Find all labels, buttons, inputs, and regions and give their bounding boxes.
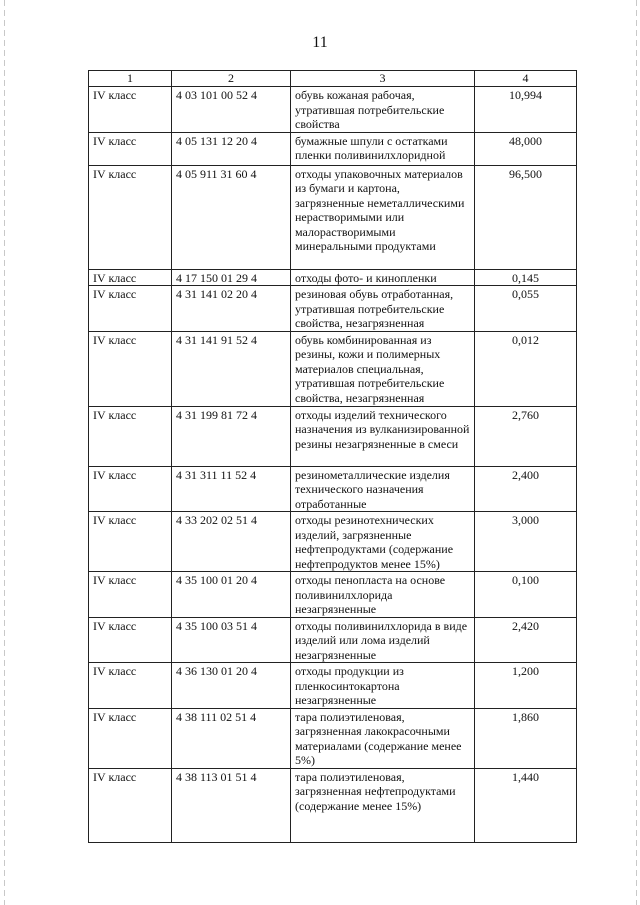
- waste-code-cell: 4 05 911 31 60 4: [172, 165, 291, 269]
- hazard-class-cell: IV класс: [89, 512, 172, 572]
- waste-code-cell: 4 31 199 81 72 4: [172, 406, 291, 466]
- hazard-class-cell: IV класс: [89, 617, 172, 663]
- waste-amount-cell: 0,055: [475, 286, 577, 332]
- waste-code-cell: 4 33 202 02 51 4: [172, 512, 291, 572]
- waste-code-cell: 4 31 141 91 52 4: [172, 331, 291, 406]
- waste-code-cell: 4 38 111 02 51 4: [172, 708, 291, 768]
- table-row: [89, 572, 577, 618]
- waste-amount-cell: 10,994: [475, 87, 577, 133]
- scan-edge-left: [4, 0, 5, 905]
- hazard-class-cell: IV класс: [89, 708, 172, 768]
- waste-code-cell: 4 31 311 11 52 4: [172, 466, 291, 512]
- hazard-class-cell: IV класс: [89, 663, 172, 709]
- waste-amount-cell: 2,400: [475, 466, 577, 512]
- waste-name-cell: отходы продукции из пленкосинтокартона незагрязненные: [291, 663, 475, 709]
- table-row: [89, 406, 577, 466]
- page-number: 11: [312, 34, 328, 51]
- waste-code-cell: 4 35 100 03 51 4: [172, 617, 291, 663]
- waste-name-cell: обувь комбинированная из резины, кожи и полимерных материалов специальная, утратившая потребительские свойства, незагрязненная: [291, 331, 475, 406]
- table-row: [89, 165, 577, 269]
- waste-name-cell: тара полиэтиленовая, загрязненная лакокрасочными материалами (содержание менее 5%): [291, 708, 475, 768]
- waste-name-cell: отходы упаковочных материалов из бумаги и картона, загрязненные неметаллическими нерастворимыми или малорастворимыми минеральными продуктами: [291, 165, 475, 269]
- waste-name-cell: отходы изделий технического назначения из вулканизированной резины незагрязненные в смеси: [291, 406, 475, 466]
- hazard-class-cell: IV класс: [89, 572, 172, 618]
- waste-amount-cell: 0,012: [475, 331, 577, 406]
- waste-name-cell: резиновая обувь отработанная, утратившая потребительские свойства, незагрязненная: [291, 286, 475, 332]
- column-header-1: 1: [89, 71, 172, 87]
- waste-name-cell: обувь кожаная рабочая, утратившая потребительские свойства: [291, 87, 475, 133]
- table-row: [89, 87, 577, 133]
- hazard-class-cell: IV класс: [89, 406, 172, 466]
- waste-amount-cell: 2,420: [475, 617, 577, 663]
- waste-amount-cell: 0,100: [475, 572, 577, 618]
- waste-code-cell: 4 36 130 01 20 4: [172, 663, 291, 709]
- waste-table: [88, 70, 577, 843]
- waste-amount-cell: 2,760: [475, 406, 577, 466]
- waste-code-cell: 4 17 150 01 29 4: [172, 269, 291, 286]
- waste-amount-cell: 1,860: [475, 708, 577, 768]
- hazard-class-cell: IV класс: [89, 466, 172, 512]
- table-row: [89, 286, 577, 332]
- table-row: [89, 708, 577, 768]
- table-row: [89, 617, 577, 663]
- table-row: [89, 331, 577, 406]
- waste-amount-cell: 0,145: [475, 269, 577, 286]
- waste-name-cell: отходы поливинилхлорида в виде изделий или лома изделий незагрязненные: [291, 617, 475, 663]
- table-body: [89, 87, 577, 843]
- hazard-class-cell: IV класс: [89, 87, 172, 133]
- table-row: [89, 269, 577, 286]
- waste-amount-cell: 3,000: [475, 512, 577, 572]
- waste-name-cell: отходы пенопласта на основе поливинилхлорида незагрязненные: [291, 572, 475, 618]
- waste-code-cell: 4 05 131 12 20 4: [172, 132, 291, 165]
- table-row: [89, 132, 577, 165]
- hazard-class-cell: IV класс: [89, 331, 172, 406]
- hazard-class-cell: IV класс: [89, 165, 172, 269]
- waste-amount-cell: 96,500: [475, 165, 577, 269]
- table-header-row: [89, 71, 577, 87]
- waste-name-cell: отходы фото- и кинопленки: [291, 269, 475, 286]
- table-row: [89, 768, 577, 842]
- waste-code-cell: 4 35 100 01 20 4: [172, 572, 291, 618]
- waste-amount-cell: 1,440: [475, 768, 577, 842]
- hazard-class-cell: IV класс: [89, 768, 172, 842]
- waste-name-cell: отходы резинотехнических изделий, загрязненные нефтепродуктами (содержание нефтепродуктов менее 15%): [291, 512, 475, 572]
- column-header-2: 2: [172, 71, 291, 87]
- table-row: [89, 512, 577, 572]
- waste-code-cell: 4 31 141 02 20 4: [172, 286, 291, 332]
- waste-name-cell: тара полиэтиленовая, загрязненная нефтепродуктами (содержание менее 15%): [291, 768, 475, 842]
- table-row: [89, 663, 577, 709]
- hazard-class-cell: IV класс: [89, 269, 172, 286]
- waste-name-cell: резинометаллические изделия технического назначения отработанные: [291, 466, 475, 512]
- scan-edge-right: [636, 0, 637, 905]
- column-header-4: 4: [475, 71, 577, 87]
- waste-name-cell: бумажные шпули с остатками пленки поливинилхлоридной: [291, 132, 475, 165]
- hazard-class-cell: IV класс: [89, 286, 172, 332]
- waste-code-cell: 4 03 101 00 52 4: [172, 87, 291, 133]
- waste-amount-cell: 48,000: [475, 132, 577, 165]
- waste-amount-cell: 1,200: [475, 663, 577, 709]
- hazard-class-cell: IV класс: [89, 132, 172, 165]
- column-header-3: 3: [291, 71, 475, 87]
- waste-code-cell: 4 38 113 01 51 4: [172, 768, 291, 842]
- table-row: [89, 466, 577, 512]
